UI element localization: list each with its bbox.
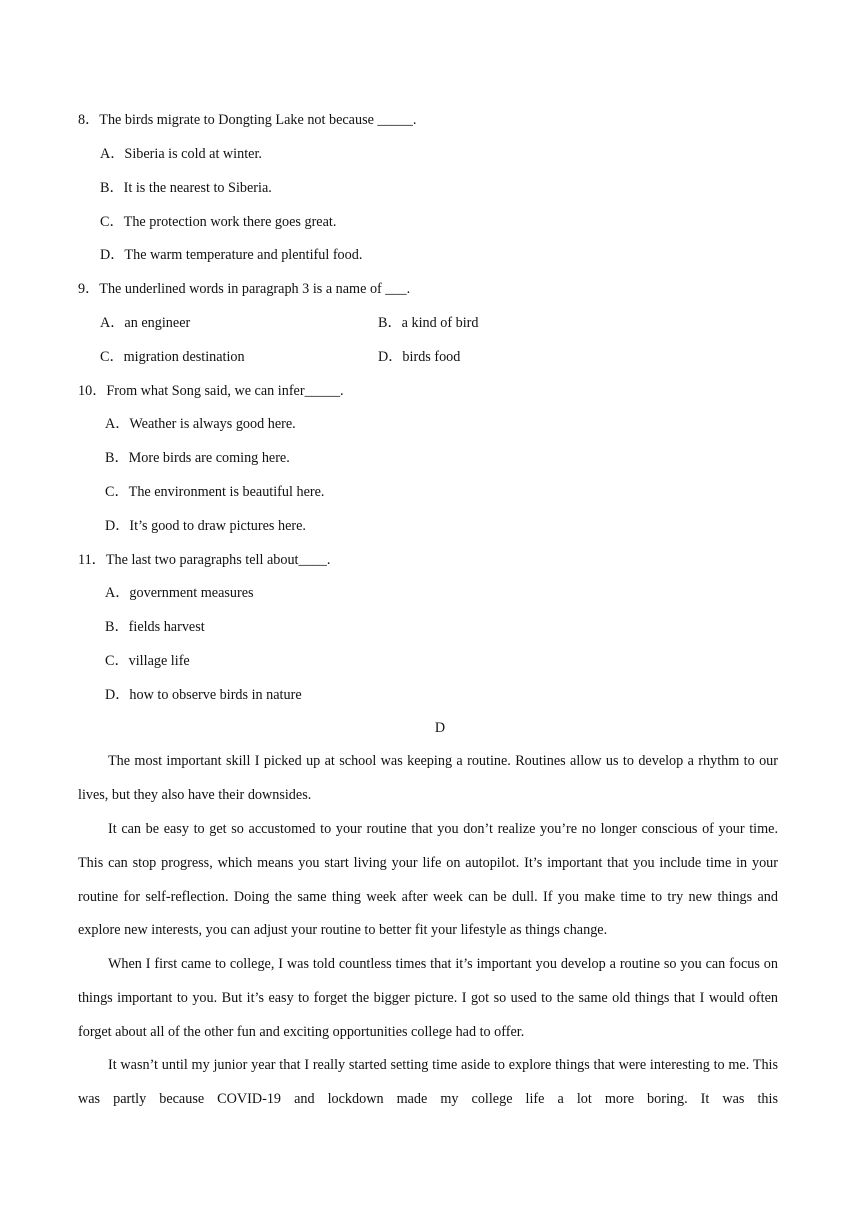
question-10-option-d: D．It’s good to draw pictures here. bbox=[105, 518, 306, 534]
question-10-option-c: C．The environment is beautiful here. bbox=[105, 484, 325, 500]
question-9-option-c: C．migration destination bbox=[100, 349, 245, 365]
passage-paragraph-2-text: It can be easy to get so accustomed to your routine that you don’t realize you’re no longer conscious of your time. This can stop progress, which means you start living your life on autopilot. It’s important that you include time in your routine for self-reflection. Doing the same thing week after week can be dull. If you make time to try new things and explore new interests, you can adjust your routine to better fit your lifestyle as things change. bbox=[78, 821, 778, 939]
question-9-option-a: A．an engineer bbox=[100, 315, 191, 331]
passage-paragraph-1-text: The most important skill I picked up at school was keeping a routine. Routines allow us to develop a rhythm to our lives, but they also have their downsides. bbox=[78, 753, 778, 803]
question-10-option-b: B．More birds are coming here. bbox=[105, 450, 290, 466]
question-11-option-b: B．fields harvest bbox=[105, 619, 205, 635]
question-8-option-a: A．Siberia is cold at winter. bbox=[100, 146, 262, 162]
question-8-stem: 8．The birds migrate to Dongting Lake not because _____. bbox=[78, 112, 417, 128]
question-8-option-c: C．The protection work there goes great. bbox=[100, 214, 337, 230]
question-9-option-b: B．a kind of bird bbox=[378, 315, 479, 331]
question-10-stem: 10．From what Song said, we can infer_____. bbox=[78, 383, 344, 399]
passage-paragraph-3 bbox=[78, 948, 778, 1049]
question-11-option-d: D．how to observe birds in nature bbox=[105, 687, 302, 703]
passage-paragraph-2 bbox=[78, 813, 778, 948]
question-8-option-d: D．The warm temperature and plentiful food. bbox=[100, 247, 363, 263]
question-8-option-b: B．It is the nearest to Siberia. bbox=[100, 180, 272, 196]
question-11-option-c: C．village life bbox=[105, 653, 190, 669]
passage-paragraph-1 bbox=[78, 745, 778, 813]
question-10-option-a: A．Weather is always good here. bbox=[105, 416, 296, 432]
question-11-option-a: A．government measures bbox=[105, 585, 254, 601]
passage-paragraph-3-text: When I first came to college, I was told countless times that it’s important you develop a routine so you can focus on things important to you. But it’s easy to forget the bigger picture. I got so used to the same old things that I would often forget about all of the other fun and exciting opportunities college had to offer. bbox=[78, 956, 778, 1040]
passage-paragraph-4-text: It wasn’t until my junior year that I really started setting time aside to explore things that were interesting to me. This was partly because COVID-19 and lockdown made my college life a lot more boring. It was this bbox=[78, 1057, 778, 1107]
question-11-stem: 11．The last two paragraphs tell about____. bbox=[78, 552, 331, 568]
passage-paragraph-4 bbox=[78, 1049, 778, 1117]
question-9-option-d: D．birds food bbox=[378, 349, 461, 365]
question-9-stem: 9．The underlined words in paragraph 3 is a name of ___. bbox=[78, 281, 411, 297]
section-heading: D bbox=[434, 720, 446, 736]
